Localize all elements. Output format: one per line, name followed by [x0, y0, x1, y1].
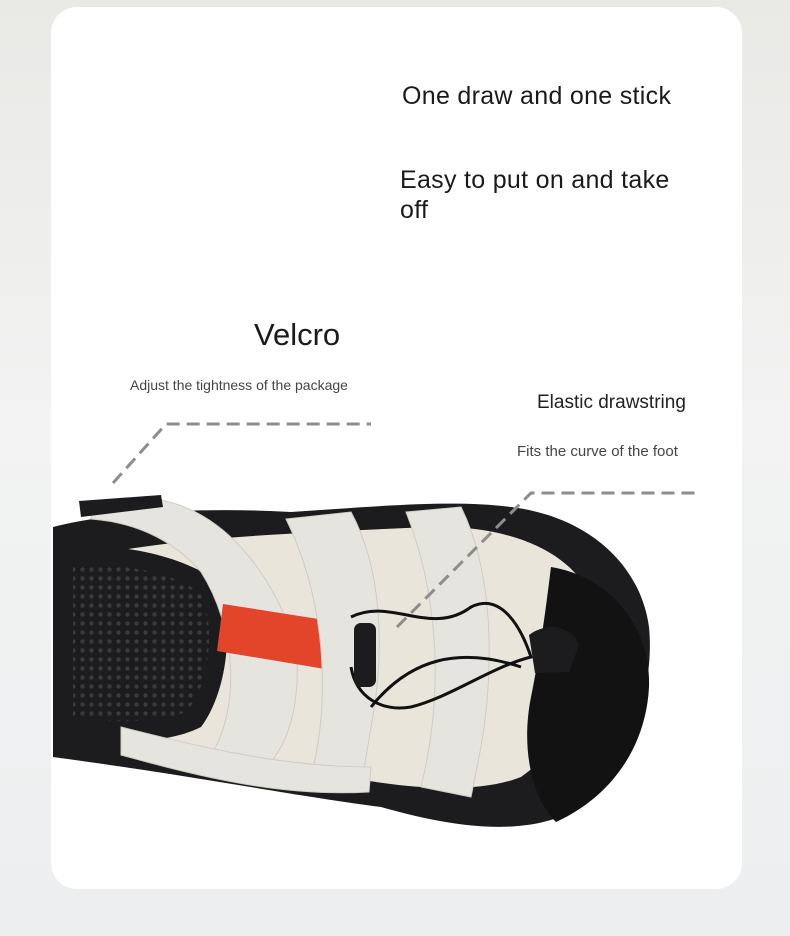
- headline-line2: Easy to put on and take off: [400, 166, 670, 224]
- velcro-description: Adjust the tightness of the package: [130, 377, 348, 393]
- elastic-description: Fits the curve of the foot: [517, 443, 678, 460]
- footbed-texture: [73, 566, 209, 722]
- feature-card: [51, 7, 742, 889]
- velcro-title: Velcro: [254, 317, 341, 352]
- lace-toggle: [354, 623, 376, 687]
- velcro-leader-line: [113, 424, 371, 483]
- elastic-title: Elastic drawstring: [537, 392, 686, 413]
- headline-line1: One draw and one stick: [402, 82, 672, 110]
